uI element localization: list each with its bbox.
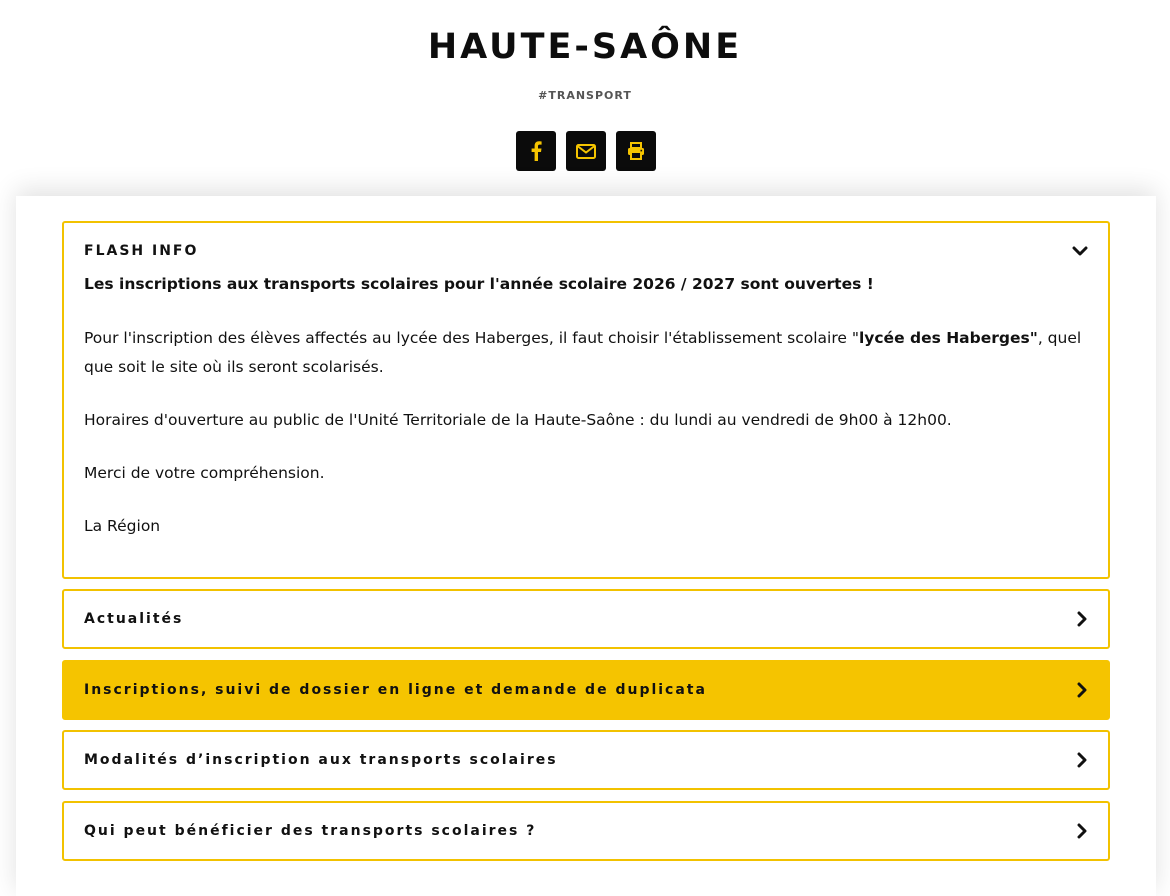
accordion-header[interactable] bbox=[64, 591, 1108, 647]
category-tag[interactable]: #TRANSPORT bbox=[538, 89, 632, 102]
accordion-item-label: Qui peut bénéficier des transports scolaires ? bbox=[84, 823, 537, 839]
chevron-right-icon bbox=[1076, 611, 1088, 627]
flash-info-content bbox=[64, 270, 1108, 541]
accordion-item-beneficiaires[interactable] bbox=[62, 801, 1110, 861]
accordion-item-label: Actualités bbox=[84, 611, 184, 627]
page-title: HAUTE-SAÔNE bbox=[427, 27, 743, 67]
share-bar bbox=[516, 131, 656, 171]
chevron-down-icon bbox=[1072, 245, 1088, 257]
share-email-button[interactable] bbox=[566, 131, 606, 171]
flash-info-title: FLASH INFO bbox=[84, 243, 199, 259]
flash-paragraph-thanks: Merci de votre compréhension. bbox=[84, 464, 325, 482]
accordion-item-label: Inscriptions, suivi de dossier en ligne et demande de duplicata bbox=[84, 682, 707, 698]
flash-p1-before: Pour l'inscription des élèves affectés au lycée des Haberges, il faut choisir l'établissement scolaire " bbox=[84, 329, 859, 347]
accordion-item-modalites[interactable] bbox=[62, 730, 1110, 790]
accordion-header[interactable] bbox=[64, 803, 1108, 859]
envelope-icon bbox=[576, 144, 596, 159]
flash-lead: Les inscriptions aux transports scolaires pour l'année scolaire 2026 / 2027 sont ouvertes ! bbox=[84, 275, 874, 293]
flash-info-panel bbox=[62, 221, 1110, 579]
accordion-header[interactable] bbox=[64, 662, 1108, 718]
chevron-right-icon bbox=[1076, 682, 1088, 698]
flash-paragraph-signature: La Région bbox=[84, 517, 161, 535]
accordion-item-inscriptions[interactable] bbox=[62, 660, 1110, 720]
flash-p1-after: , quel que soit le site où ils seront scolarisés. bbox=[84, 329, 1082, 376]
share-facebook-button[interactable] bbox=[516, 131, 556, 171]
flash-paragraph-hours: Horaires d'ouverture au public de l'Unité Territoriale de la Haute-Saône : du lundi au vendredi de 9h00 à 12h00. bbox=[84, 411, 952, 429]
chevron-right-icon bbox=[1076, 752, 1088, 768]
accordion-item-actualites[interactable] bbox=[62, 589, 1110, 649]
print-button[interactable] bbox=[616, 131, 656, 171]
printer-icon bbox=[627, 142, 645, 160]
chevron-right-icon bbox=[1076, 823, 1088, 839]
flash-paragraph-haberges bbox=[84, 324, 1088, 382]
accordion-header[interactable] bbox=[64, 732, 1108, 788]
facebook-icon bbox=[530, 141, 542, 161]
flash-p1-bold: lycée des Haberges" bbox=[858, 329, 1038, 347]
accordion-item-label: Modalités d’inscription aux transports scolaires bbox=[84, 752, 558, 768]
